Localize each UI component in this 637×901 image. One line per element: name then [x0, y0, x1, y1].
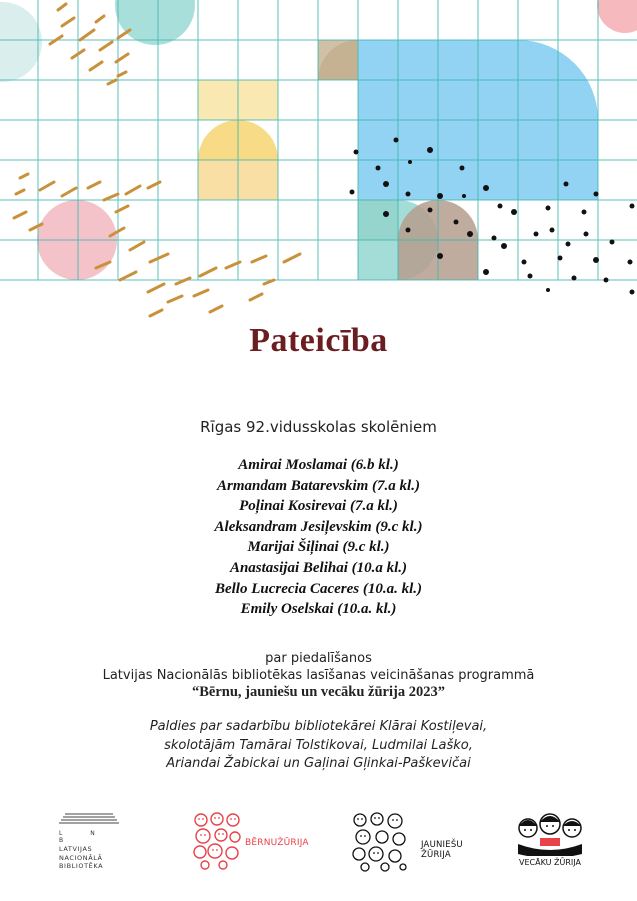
lnb-name-line: LATVIJAS	[59, 845, 93, 853]
student-name: Poļinai Kosirevai (7.a kl.)	[239, 498, 398, 515]
berni-label: BĒRNUŽŪRIJA	[245, 838, 309, 848]
jauniesu-zurija-logo	[351, 812, 491, 872]
children-faces-icon	[193, 812, 241, 870]
vecaku-zurija-logo	[510, 810, 590, 872]
thanks-line: Paldies par sadarbību bibliotekārei Klārai Kostiļevai,	[149, 719, 488, 734]
vecaki-label: VECĀKU ŽŪRIJA	[519, 858, 581, 867]
student-name: Amirai Moslamai (6.b kl.)	[238, 457, 399, 473]
participation-line-1: par piedalīšanos	[265, 651, 372, 666]
program-name: “Bērnu, jauniešu un vecāku žūrija 2023”	[192, 684, 445, 700]
pale-circle	[0, 2, 42, 82]
student-name: Armandam Batarevskim (7.a kl.)	[217, 477, 420, 494]
page-title: Pateicība	[249, 322, 388, 359]
jauniesi-label: JAUNIEŠU ŽŪRIJA	[421, 840, 463, 860]
student-name: Aleksandram Jesiļevskim (9.c kl.)	[214, 518, 423, 535]
lnb-letters: L N B	[59, 830, 108, 844]
school-line: Rīgas 92.vidusskolas skolēniem	[200, 418, 437, 436]
participation-line-2: Latvijas Nacionālās bibliotēkas lasīšanas veicināšanas programmā	[102, 668, 535, 683]
thanks-text	[0, 718, 637, 774]
student-name: Marijai Šiļinai (9.c kl.)	[247, 539, 390, 556]
participation-text	[0, 650, 637, 701]
youth-faces-icon	[351, 812, 409, 872]
student-name: Anastasijai Belihai (10.a kl.)	[229, 559, 408, 576]
berni-zurija-logo	[193, 812, 323, 870]
lnb-name-line: NACIONĀLĀ	[59, 853, 103, 862]
thanks-line: Ariandai Žabickai un Gaļinai Gļinkai-Paškevičai	[166, 756, 471, 771]
pink-circle-corner	[597, 0, 637, 33]
student-name: Bello Lucrecia Caceres (10.a. kl.)	[214, 580, 423, 597]
thanks-line: skolotājām Tamārai Tolstikovai, Ludmilai Laško,	[164, 737, 473, 753]
teal-block	[358, 200, 398, 240]
student-name: Emily Oselskai (10.a. kl.)	[240, 601, 397, 618]
lnb-lines-icon	[59, 812, 119, 826]
header-decoration	[0, 0, 637, 330]
lnb-name-line: BIBLIOTĒKA	[59, 862, 104, 870]
lnb-name	[59, 845, 103, 871]
teal-circle	[115, 0, 195, 45]
lnb-logo	[55, 812, 125, 874]
student-list	[0, 455, 637, 620]
family-faces-icon	[510, 810, 590, 856]
